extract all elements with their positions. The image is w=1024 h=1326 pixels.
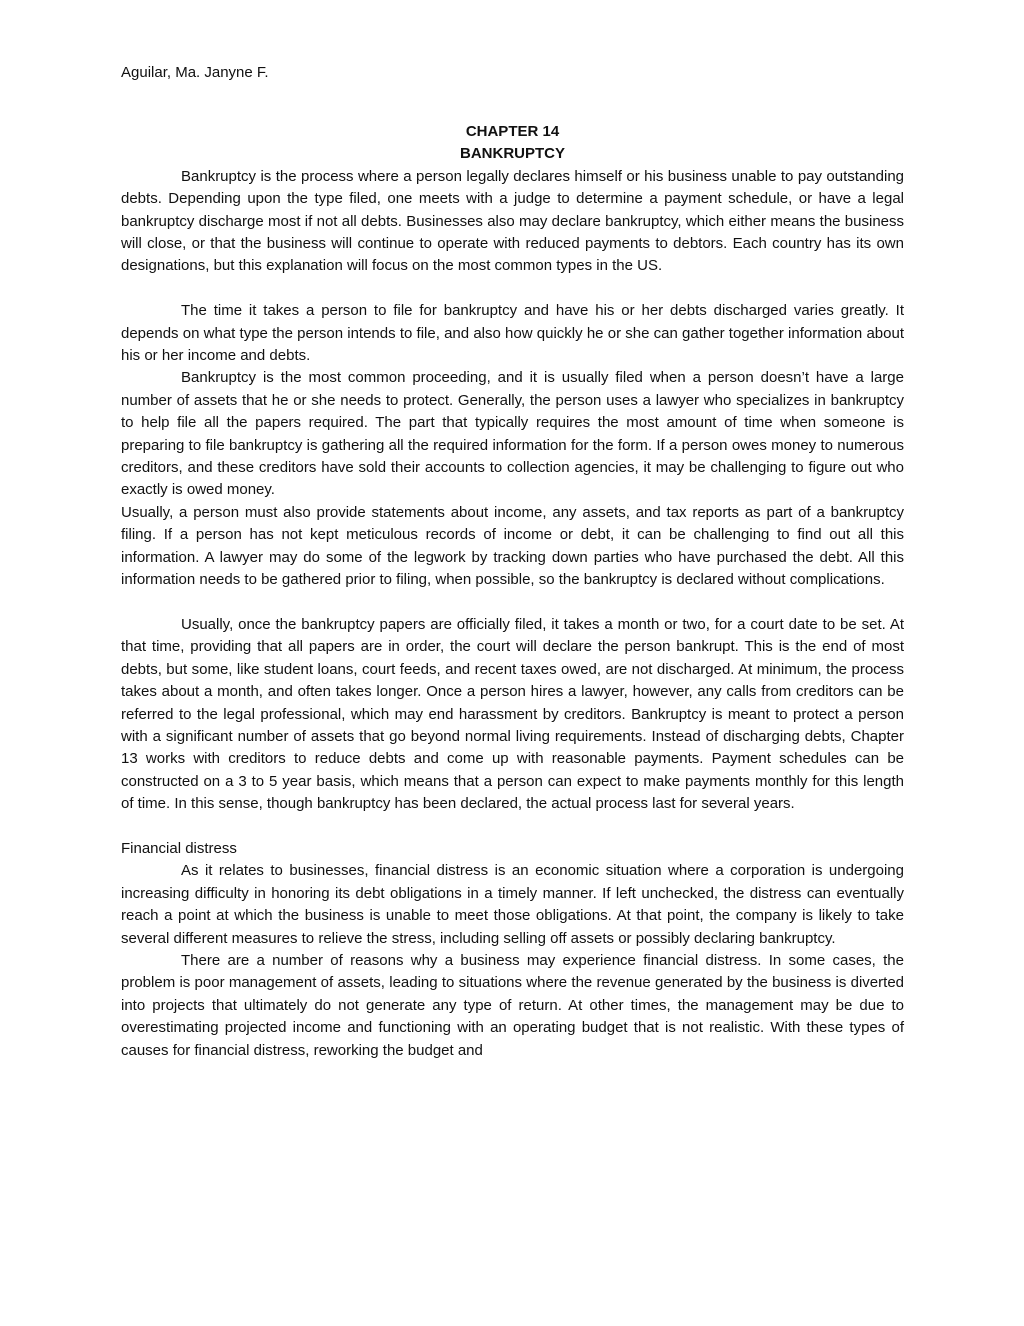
paragraph-common-proceeding: Bankruptcy is the most common proceeding, and it is usually filed when a person doesn’t have a large number of assets that he or she needs to protect. Generally, the person uses a lawyer who specializes in bankruptcy to help file all the papers required. The part that typically requires the most amount of time when someone is preparing to file bankruptcy is gathering all the required information for the form. If a person owes money to numerous creditors, and these creditors have sold their accounts to collection agencies, it may be challenging to figure out who exactly is owed money. bbox=[121, 369, 904, 499]
paragraph-time-to-file: The time it takes a person to file for bankruptcy and have his or her debts discharged varies greatly. It depends on what type the person intends to file, and also how quickly he or she can gather together information about his or her income and debts. bbox=[121, 302, 904, 365]
chapter-title: BANKRUPTCY bbox=[460, 145, 565, 163]
paragraph-reasons: There are a number of reasons why a business may experience financial distress. In some cases, the problem is poor management of assets, leading to situations where the revenue generated by the business is diverted into projects that ultimately do not generate any type of return. At other times, the management may be due to overestimating projected income and functioning with an operating budget that is not realistic. With these types of causes for financial distress, reworking the budget and bbox=[121, 951, 904, 1059]
blank-line bbox=[121, 816, 904, 838]
paragraph-statements: Usually, a person must also provide statements about income, any assets, and tax reports as part of a bankruptcy filing. If a person has not kept meticulous records of income or debt, it can be challenging to find out all this information. A lawyer may do some of the legwork by tracking down parties who have purchased the debt. All this information needs to be gathered prior to filing, when possible, so the bankruptcy is declared without complications. bbox=[121, 503, 904, 589]
paragraph-financial-distress: As it relates to businesses, financial distress is an economic situation where a corporation is undergoing increasing difficulty in honoring its debt obligations in a timely manner. If left unchecked, the distress can eventually reach a point at which the business is unable to meet those obligations. At that point, the company is likely to take several different measures to relieve the stress, including selling off assets or possibly declaring bankruptcy. bbox=[121, 862, 904, 947]
paragraph-intro: Bankruptcy is the process where a person legally declares himself or his business unable to pay outstanding debts. Depending upon the type filed, one meets with a judge to determine a payment schedule, or have a legal bankruptcy discharge most if not all debts. Businesses also may declare bankruptcy, which either means the business will close, or that the business will continue to operate with reduced payments to debtors. Each country has its own designations, but this explanation will focus on the most common types in the US. bbox=[121, 167, 904, 275]
section-heading: Financial distress bbox=[121, 839, 237, 857]
blank-line bbox=[121, 592, 904, 614]
author-name: Aguilar, Ma. Janyne F. bbox=[121, 64, 269, 81]
chapter-label: CHAPTER 14 bbox=[465, 123, 560, 140]
blank-line bbox=[121, 278, 904, 300]
paragraph-court-date: Usually, once the bankruptcy papers are officially filed, it takes a month or two, for a court date to be set. At that time, providing that all papers are in order, the court will declare the person bankrupt. This is the end of most debts, but some, like student loans, court feeds, and recent taxes owed, are not discharged. At minimum, the process takes about a month, and often takes longer. Once a person hires a lawyer, however, any calls from creditors can be referred to the legal professional, which may end harassment by creditors. Bankruptcy is meant to protect a person with a significant number of assets that go beyond normal living requirements. Instead of discharging debts, Chapter 13 works with creditors to reduce debts and come up with reasonable payments. Payment schedules can be constructed on a 3 to 5 year basis, which means that a person can expect to make payments monthly for this length of time. In this sense, though bankruptcy has been declared, the actual process last for several years. bbox=[121, 615, 904, 813]
document-body bbox=[121, 121, 904, 1062]
